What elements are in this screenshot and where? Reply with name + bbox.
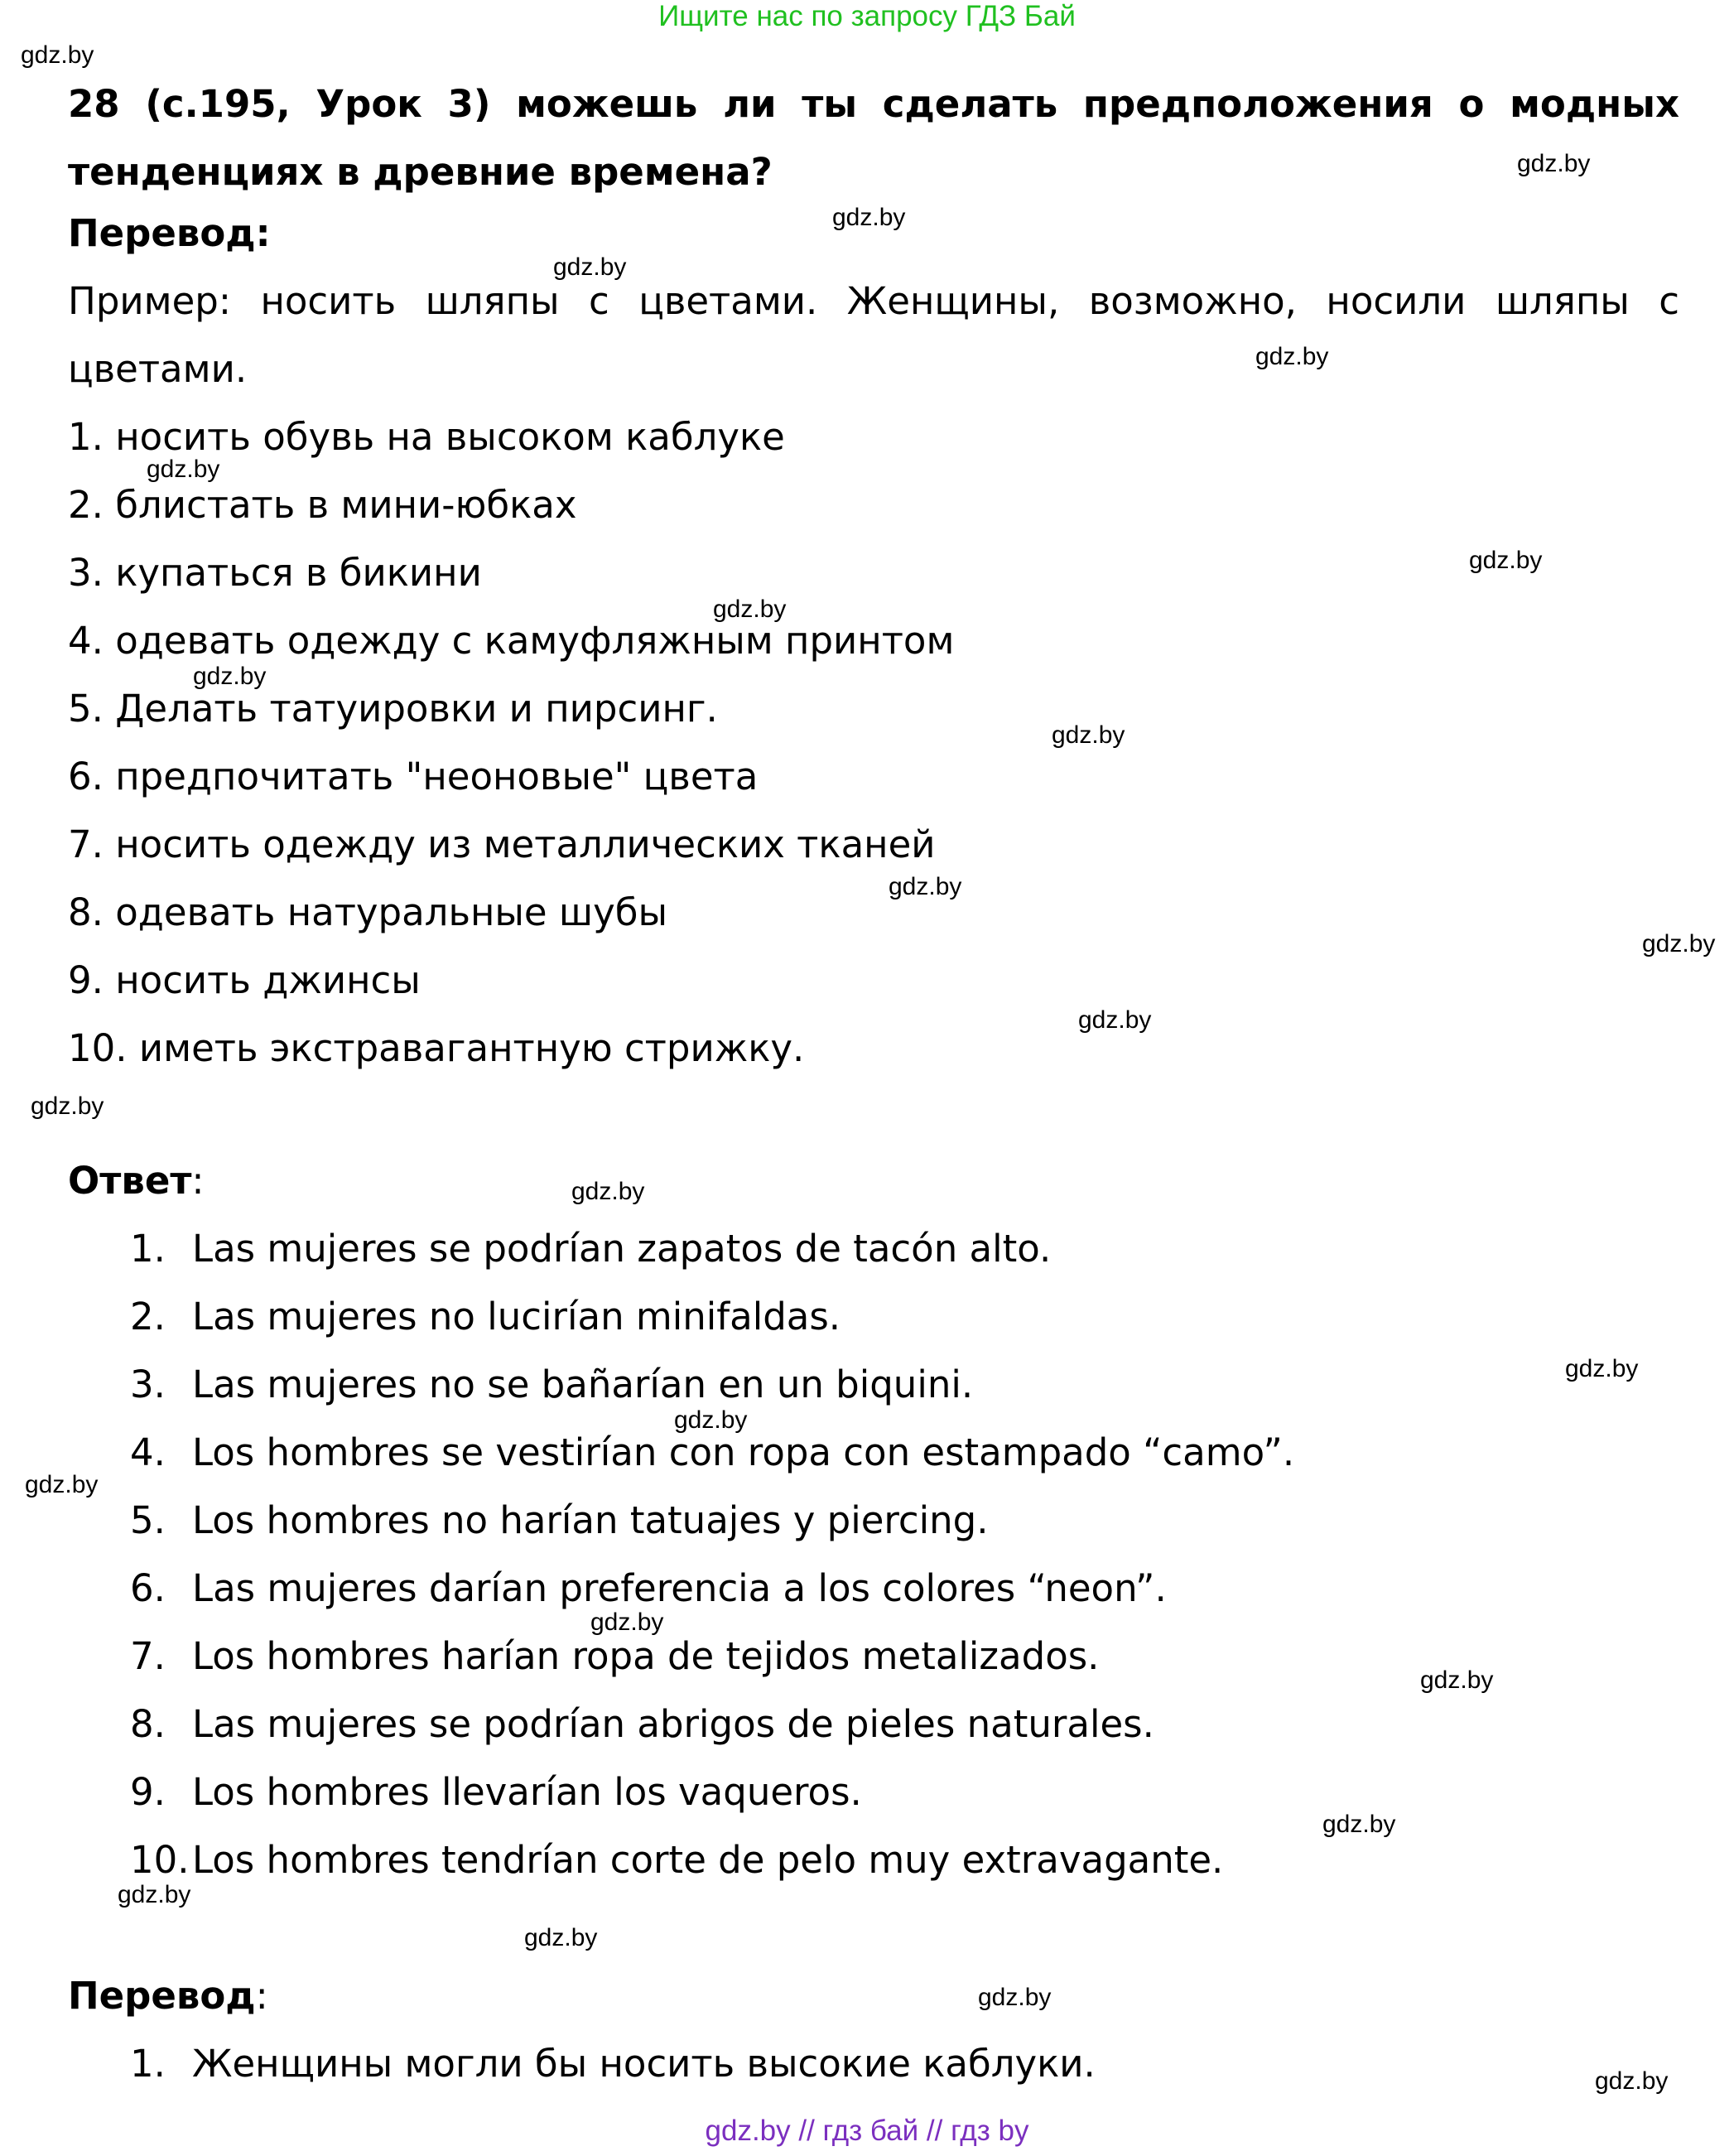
answer-item-number: 5. (130, 1498, 166, 1542)
answer-colon: : (191, 1159, 205, 1203)
watermark: gdz.by (832, 204, 906, 231)
answer-list (130, 1215, 1294, 1894)
task-item-2: 2. блистать в мини-юбках (68, 483, 577, 527)
watermark: gdz.by (31, 1092, 104, 1120)
watermark: gdz.by (1078, 1006, 1152, 1034)
top-search-banner: Ищите нас по запросу ГДЗ Бай (658, 0, 1076, 32)
translation-label: Перевод: (68, 211, 271, 255)
watermark: gdz.by (590, 1609, 664, 1636)
watermark: gdz.by (25, 1471, 99, 1498)
watermark: gdz.by (889, 873, 962, 900)
answer-item-text: Los hombres se vestirían con ropa con estampado “camo”. (192, 1430, 1295, 1474)
answer-item-text: Las mujeres no se bañarían en un biquini. (192, 1363, 974, 1406)
answer-item (130, 1758, 1294, 1826)
watermark: gdz.by (1595, 2067, 1669, 2095)
answer-item-text: Las mujeres no lucirían minifaldas. (192, 1295, 841, 1338)
translation-item-text: Женщины могли бы носить высокие каблуки. (192, 2042, 1096, 2086)
answer-item-text: Los hombres llevarían los vaqueros. (192, 1770, 862, 1814)
watermark: gdz.by (1517, 150, 1591, 177)
task-heading: 28 (с.195, Урок 3) можешь ли ты сделать предположения о модных тенденциях в древние времена? (68, 82, 1679, 194)
watermark: gdz.by (1469, 547, 1543, 574)
task-item-1: 1. носить обувь на высоком каблуке (68, 415, 785, 459)
answer-item-number: 3. (130, 1363, 166, 1406)
task-item-5: 5. Делать татуировки и пирсинг. (68, 687, 718, 731)
answer-item-text: Los hombres no harían tatuajes y piercing. (192, 1498, 989, 1542)
task-item-3: 3. купаться в бикини (68, 551, 482, 595)
watermark: gdz.by (713, 596, 787, 623)
answer-item-number: 6. (130, 1566, 166, 1610)
watermark: gdz.by (1642, 930, 1716, 957)
task-item-4: 4. одевать одежду с камуфляжным принтом (68, 619, 955, 663)
answer-item (130, 1623, 1294, 1691)
answer-item-number: 10. (130, 1838, 190, 1882)
watermark: gdz.by (1255, 343, 1329, 370)
bottom-links-banner: gdz.by // гдз бай // гдз by (705, 2115, 1029, 2147)
watermark: gdz.by (147, 456, 220, 483)
watermark: gdz.by (553, 253, 627, 281)
answer-item-text: Los hombres tendrían corte de pelo muy extravagante. (192, 1838, 1224, 1882)
example-sentence: Пример: носить шляпы с цветами. Женщины, возможно, носили шляпы с цветами. (68, 279, 1679, 391)
answer-item (130, 1487, 1294, 1555)
answer-item-number: 1. (130, 1227, 166, 1271)
task-item-9: 9. носить джинсы (68, 958, 421, 1002)
watermark: gdz.by (1052, 721, 1125, 749)
answer-item-number: 7. (130, 1634, 166, 1678)
answer-translation-heading (68, 1962, 268, 2030)
task-item-10: 10. иметь экстравагантную стрижку. (68, 1026, 805, 1070)
task-item-8: 8. одевать натуральные шубы (68, 890, 667, 934)
task-item-7: 7. носить одежду из металлических тканей (68, 822, 936, 866)
answer-item (130, 1555, 1294, 1623)
watermark: gdz.by (1420, 1666, 1494, 1694)
answer-item-number: 4. (130, 1430, 166, 1474)
watermark: gdz.by (978, 1984, 1052, 2011)
answer-item-text: Las mujeres se podrían abrigos de pieles naturales. (192, 1702, 1154, 1746)
answer-translation-list (130, 2030, 1096, 2098)
watermark: gdz.by (674, 1406, 748, 1434)
watermark: gdz.by (1565, 1355, 1639, 1382)
task-items-list (68, 403, 954, 1083)
answer-item-text: Las mujeres se podrían zapatos de tacón alto. (192, 1227, 1052, 1271)
answer-item-text: Las mujeres darían preferencia a los colores “neon”. (192, 1566, 1167, 1610)
task-item-6: 6. предпочитать "неоновые" цвета (68, 755, 759, 798)
answer-item-number: 2. (130, 1295, 166, 1338)
answer-heading (68, 1147, 205, 1215)
watermark: gdz.by (571, 1178, 645, 1205)
answer-item-number: 8. (130, 1702, 166, 1746)
answer-translation-label: Перевод (68, 1974, 256, 2018)
answer-item-number: 9. (130, 1770, 166, 1814)
translation-item-number: 1. (130, 2042, 166, 2086)
answer-item (130, 1283, 1294, 1351)
answer-item (130, 1215, 1294, 1283)
answer-label: Ответ (68, 1159, 192, 1203)
watermark: gdz.by (524, 1924, 598, 1951)
watermark: gdz.by (193, 663, 267, 690)
watermark: gdz.by (21, 41, 94, 69)
answer-item (130, 1826, 1294, 1894)
answer-translation-colon: : (255, 1974, 268, 2018)
watermark: gdz.by (118, 1881, 191, 1908)
translation-item (130, 2030, 1096, 2098)
watermark: gdz.by (1322, 1811, 1396, 1838)
answer-item-text: Los hombres harían ropa de tejidos metalizados. (192, 1634, 1100, 1678)
answer-item (130, 1691, 1294, 1758)
